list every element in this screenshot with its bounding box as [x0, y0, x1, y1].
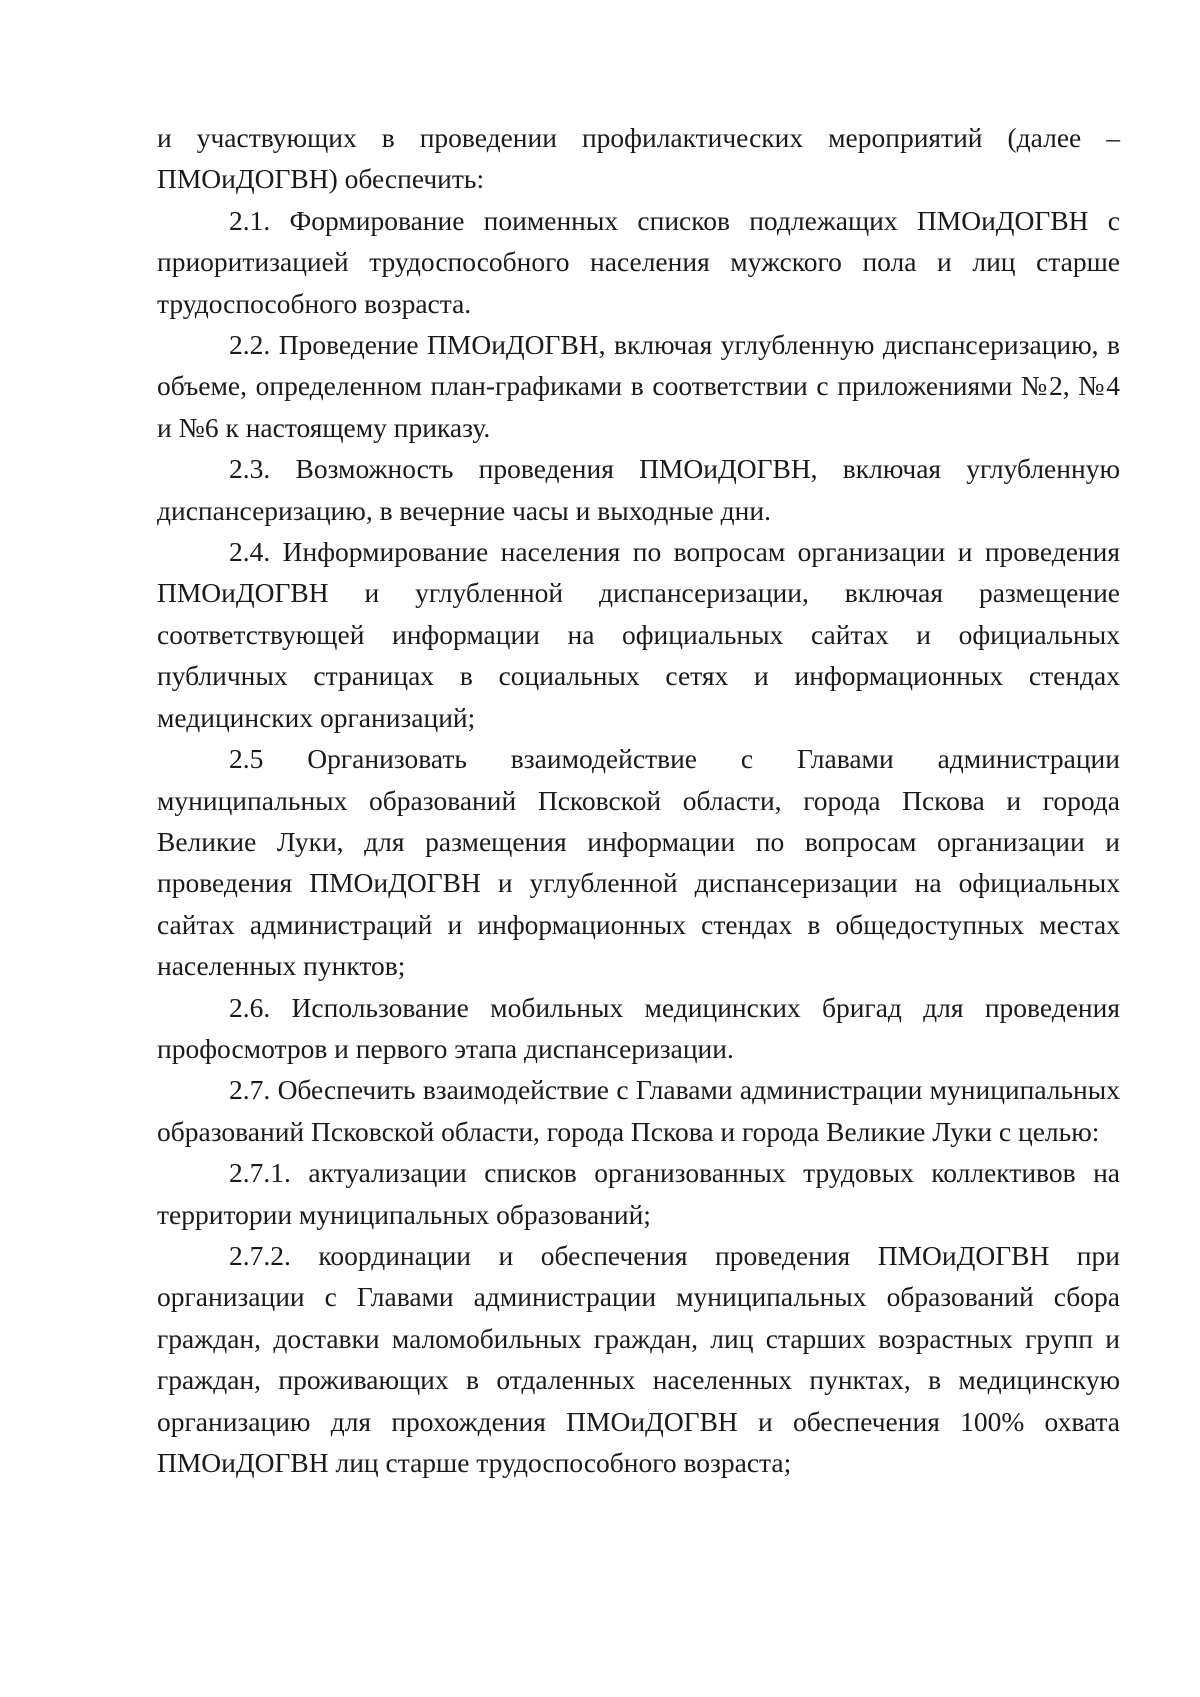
paragraph-2-7-1: 2.7.1. актуализации списков организованных трудовых коллективов на территории муниципальных образований; [157, 1157, 1120, 1230]
paragraph-2-4: 2.4. Информирование населения по вопросам организации и проведения ПМОиДОГВН и углубленной диспансеризации, включая размещение соответствующей информации на официальных сайтах и официальных публичных страницах в социальных сетях и информационных стендах медицинских организаций; [157, 536, 1120, 733]
paragraph-2-5: 2.5 Организовать взаимодействие с Главами администрации муниципальных образований Псковской области, города Пскова и города Великие Луки, для размещения информации по вопросам организации и проведения ПМОиДОГВН и углубленной диспансеризации на официальных сайтах администраций и информационных стендах в общедоступных местах населенных пунктов; [157, 743, 1120, 982]
paragraph-2-6: 2.6. Использование мобильных медицинских бригад для проведения профосмотров и первого этапа диспансеризации. [157, 991, 1120, 1064]
paragraph-2-2: 2.2. Проведение ПМОиДОГВН, включая углубленную диспансеризацию, в объеме, определенном план-графиками в соответствии с приложениями №2, №4 и №6 к настоящему приказу. [157, 329, 1120, 443]
paragraph-2-7: 2.7. Обеспечить взаимодействие с Главами администрации муниципальных образований Псковской области, города Пскова и города Великие Луки с целью: [157, 1074, 1120, 1147]
paragraph-2-3: 2.3. Возможность проведения ПМОиДОГВН, включая углубленную диспансеризацию, в вечерние часы и выходные дни. [157, 453, 1120, 526]
paragraph-2-1: 2.1. Формирование поименных списков подлежащих ПМОиДОГВН с приоритизацией трудоспособного населения мужского пола и лиц старше трудоспособного возраста. [157, 204, 1120, 319]
paragraph-intro: и участвующих в проведении профилактических мероприятий (далее – ПМОиДОГВН) обеспечить: [157, 122, 1120, 195]
paragraph-2-7-2: 2.7.2. координации и обеспечения проведения ПМОиДОГВН при организации с Главами администрации муниципальных образований сбора граждан, доставки маломобильных граждан, лиц старших возрастных групп и граждан, проживающих в отдаленных населенных пунктах, в медицинскую организацию для прохождения ПМОиДОГВН и обеспечения 100% охвата ПМОиДОГВН лиц старше трудоспособного возраста; [157, 1239, 1120, 1478]
document-body [157, 117, 1120, 1483]
